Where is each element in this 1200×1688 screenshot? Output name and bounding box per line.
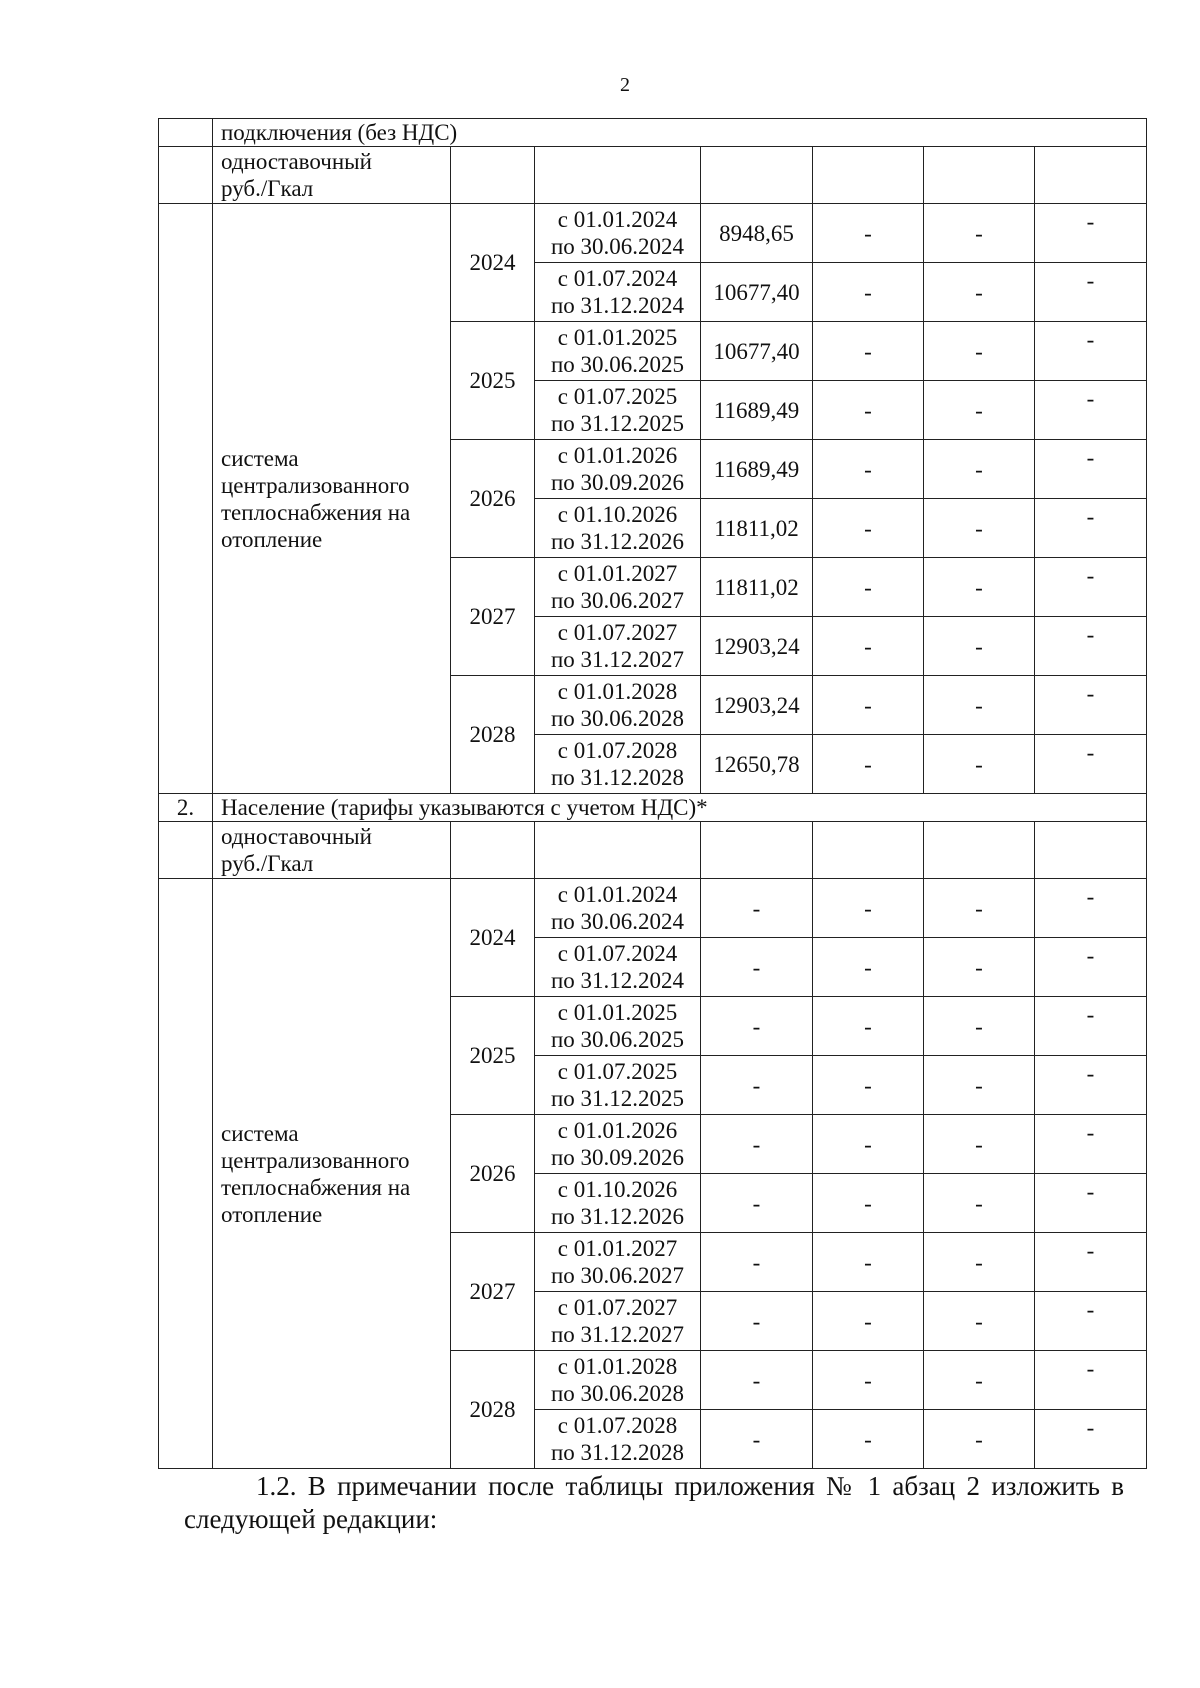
tariff-row <box>159 204 1147 263</box>
empty-cell <box>159 204 213 794</box>
dash-cell: - <box>1035 676 1147 735</box>
period-to: по 31.12.2024 <box>550 293 685 318</box>
dash-cell: - <box>924 617 1035 676</box>
tariff-value: 11811,02 <box>701 558 813 617</box>
dash-cell: - <box>1035 263 1147 322</box>
period-cell <box>535 938 701 997</box>
period-from: с 01.10.2026 <box>557 502 678 527</box>
period-to: по 31.12.2024 <box>550 968 685 993</box>
system-description-line: централизованного <box>221 472 410 498</box>
tariff-value: 12903,24 <box>701 676 813 735</box>
period-cell <box>535 1410 701 1469</box>
tariff-value: 12650,78 <box>701 735 813 794</box>
dash-cell: - <box>1035 1056 1147 1115</box>
period-from: с 01.01.2025 <box>557 325 678 350</box>
dash-cell: - <box>1035 558 1147 617</box>
dash-cell: - <box>924 879 1035 938</box>
year-cell: 2027 <box>451 1233 535 1351</box>
dash-cell: - <box>924 1115 1035 1174</box>
year-cell: 2028 <box>451 676 535 794</box>
dash-cell: - <box>813 1174 924 1233</box>
period-from: с 01.07.2024 <box>557 941 678 966</box>
dash-cell: - <box>813 879 924 938</box>
empty-cell <box>451 822 535 879</box>
dash-cell: - <box>1035 879 1147 938</box>
tariff-value: 11689,49 <box>701 440 813 499</box>
empty-cell <box>924 822 1035 879</box>
tariff-value: - <box>701 879 813 938</box>
period-to: по 31.12.2026 <box>550 529 685 554</box>
period-from: с 01.07.2025 <box>557 1059 678 1084</box>
dash-cell: - <box>924 1410 1035 1469</box>
dash-cell: - <box>813 263 924 322</box>
dash-cell: - <box>813 1292 924 1351</box>
section-title: Население (тарифы указываются с учетом НДС)* <box>213 794 1147 822</box>
empty-cell <box>1035 147 1147 204</box>
tariff-unit <box>213 147 451 204</box>
tariff-unit-line: руб./Гкал <box>221 851 314 876</box>
empty-cell <box>159 879 213 1469</box>
period-from: с 01.07.2027 <box>557 620 678 645</box>
dash-cell: - <box>1035 381 1147 440</box>
period-from: с 01.01.2024 <box>557 882 678 907</box>
dash-cell: - <box>924 1292 1035 1351</box>
dash-cell: - <box>813 735 924 794</box>
tariff-value: 10677,40 <box>701 322 813 381</box>
dash-cell: - <box>813 1233 924 1292</box>
period-from: с 01.10.2026 <box>557 1177 678 1202</box>
empty-cell <box>813 147 924 204</box>
dash-cell: - <box>924 676 1035 735</box>
year-cell: 2027 <box>451 558 535 676</box>
period-cell <box>535 1174 701 1233</box>
system-description-line: теплоснабжения на <box>221 1174 411 1200</box>
tariff-unit-line: одноставочный <box>221 824 372 849</box>
period-from: с 01.01.2027 <box>557 561 678 586</box>
tariff-value: - <box>701 1351 813 1410</box>
tariff-value: - <box>701 1056 813 1115</box>
period-from: с 01.01.2025 <box>557 1000 678 1025</box>
period-from: с 01.01.2027 <box>557 1236 678 1261</box>
period-from: с 01.01.2024 <box>557 207 678 232</box>
dash-cell: - <box>813 499 924 558</box>
period-to: по 31.12.2027 <box>550 647 685 672</box>
dash-cell: - <box>813 997 924 1056</box>
empty-cell <box>701 822 813 879</box>
dash-cell: - <box>924 1351 1035 1410</box>
dash-cell: - <box>924 381 1035 440</box>
dash-cell: - <box>924 558 1035 617</box>
dash-cell: - <box>1035 735 1147 794</box>
period-to: по 30.09.2026 <box>550 470 685 495</box>
dash-cell: - <box>1035 1410 1147 1469</box>
period-to: по 31.12.2028 <box>550 765 685 790</box>
period-from: с 01.07.2025 <box>557 384 678 409</box>
tariff-value: - <box>701 1410 813 1469</box>
year-cell: 2025 <box>451 322 535 440</box>
empty-cell <box>159 822 213 879</box>
period-cell <box>535 676 701 735</box>
period-cell <box>535 735 701 794</box>
period-cell <box>535 1292 701 1351</box>
dash-cell: - <box>924 997 1035 1056</box>
section-number <box>159 119 213 147</box>
dash-cell: - <box>1035 322 1147 381</box>
dash-cell: - <box>1035 1233 1147 1292</box>
tariff-value: - <box>701 1115 813 1174</box>
year-cell: 2028 <box>451 1351 535 1469</box>
tariff-value: 12903,24 <box>701 617 813 676</box>
period-cell <box>535 1115 701 1174</box>
tariff-value: - <box>701 938 813 997</box>
system-description <box>213 204 451 794</box>
period-to: по 30.06.2025 <box>550 352 685 377</box>
period-cell <box>535 997 701 1056</box>
dash-cell: - <box>1035 938 1147 997</box>
dash-cell: - <box>924 938 1035 997</box>
section-row <box>159 794 1147 822</box>
dash-cell: - <box>1035 204 1147 263</box>
period-to: по 31.12.2028 <box>550 1440 685 1465</box>
dash-cell: - <box>813 617 924 676</box>
empty-cell <box>1035 822 1147 879</box>
period-to: по 31.12.2026 <box>550 1204 685 1229</box>
period-to: по 31.12.2027 <box>550 1322 685 1347</box>
period-from: с 01.01.2026 <box>557 1118 678 1143</box>
period-cell <box>535 1233 701 1292</box>
system-description-line: система <box>221 1120 299 1146</box>
period-to: по 30.06.2028 <box>550 706 685 731</box>
empty-cell <box>813 822 924 879</box>
tariff-value: - <box>701 1233 813 1292</box>
section-row <box>159 119 1147 147</box>
period-cell <box>535 440 701 499</box>
dash-cell: - <box>1035 1115 1147 1174</box>
dash-cell: - <box>924 499 1035 558</box>
dash-cell: - <box>813 381 924 440</box>
year-cell: 2024 <box>451 879 535 997</box>
period-cell <box>535 322 701 381</box>
period-from: с 01.07.2028 <box>557 738 678 763</box>
period-cell <box>535 1056 701 1115</box>
empty-cell <box>701 147 813 204</box>
period-cell <box>535 204 701 263</box>
dash-cell: - <box>813 1351 924 1410</box>
tariff-value: - <box>701 997 813 1056</box>
dash-cell: - <box>1035 440 1147 499</box>
dash-cell: - <box>813 1410 924 1469</box>
dash-cell: - <box>924 263 1035 322</box>
dash-cell: - <box>924 1056 1035 1115</box>
period-to: по 30.09.2026 <box>550 1145 685 1170</box>
dash-cell: - <box>1035 1351 1147 1410</box>
dash-cell: - <box>924 1233 1035 1292</box>
tariff-value: - <box>701 1174 813 1233</box>
page-number: 2 <box>620 74 630 96</box>
dash-cell: - <box>813 322 924 381</box>
dash-cell: - <box>1035 997 1147 1056</box>
period-cell <box>535 263 701 322</box>
period-cell <box>535 1351 701 1410</box>
system-description-line: система <box>221 445 299 471</box>
period-to: по 31.12.2025 <box>550 1086 685 1111</box>
dash-cell: - <box>924 735 1035 794</box>
period-cell <box>535 617 701 676</box>
dash-cell: - <box>924 322 1035 381</box>
period-to: по 30.06.2027 <box>550 1263 685 1288</box>
year-cell: 2026 <box>451 440 535 558</box>
dash-cell: - <box>924 204 1035 263</box>
dash-cell: - <box>813 1056 924 1115</box>
year-cell: 2024 <box>451 204 535 322</box>
period-from: с 01.07.2028 <box>557 1413 678 1438</box>
system-description-line: теплоснабжения на <box>221 499 411 525</box>
dash-cell: - <box>813 204 924 263</box>
note-paragraph: 1.2. В примечании после таблицы приложения № 1 абзац 2 изложить в следующей редакции: <box>184 1471 1124 1534</box>
year-cell: 2026 <box>451 1115 535 1233</box>
period-from: с 01.01.2028 <box>557 679 678 704</box>
period-from: с 01.01.2026 <box>557 443 678 468</box>
system-description-line: отопление <box>221 526 323 552</box>
tariff-value: 11689,49 <box>701 381 813 440</box>
system-description-line: централизованного <box>221 1147 410 1173</box>
period-cell <box>535 381 701 440</box>
dash-cell: - <box>1035 499 1147 558</box>
dash-cell: - <box>1035 1292 1147 1351</box>
empty-cell <box>535 822 701 879</box>
tariff-value: 11811,02 <box>701 499 813 558</box>
system-description <box>213 879 451 1469</box>
period-cell <box>535 879 701 938</box>
period-from: с 01.07.2024 <box>557 266 678 291</box>
period-cell <box>535 499 701 558</box>
tariff-value: 10677,40 <box>701 263 813 322</box>
tariff-value: 8948,65 <box>701 204 813 263</box>
dash-cell: - <box>1035 1174 1147 1233</box>
empty-cell <box>159 147 213 204</box>
tariff-unit <box>213 822 451 879</box>
dash-cell: - <box>1035 617 1147 676</box>
dash-cell: - <box>813 1115 924 1174</box>
tariff-table <box>158 118 1147 1469</box>
period-to: по 31.12.2025 <box>550 411 685 436</box>
tariff-unit-line: руб./Гкал <box>221 176 314 201</box>
period-to: по 30.06.2025 <box>550 1027 685 1052</box>
section-number: 2. <box>159 794 213 822</box>
empty-cell <box>451 147 535 204</box>
system-description-line: отопление <box>221 1201 323 1227</box>
empty-cell <box>535 147 701 204</box>
unit-row <box>159 147 1147 204</box>
period-to: по 30.06.2024 <box>550 909 685 934</box>
year-cell: 2025 <box>451 997 535 1115</box>
tariff-value: - <box>701 1292 813 1351</box>
dash-cell: - <box>813 440 924 499</box>
tariff-unit-line: одноставочный <box>221 149 372 174</box>
period-to: по 30.06.2027 <box>550 588 685 613</box>
dash-cell: - <box>924 440 1035 499</box>
period-cell <box>535 558 701 617</box>
period-to: по 30.06.2024 <box>550 234 685 259</box>
unit-row <box>159 822 1147 879</box>
dash-cell: - <box>813 676 924 735</box>
section-title: подключения (без НДС) <box>213 119 1147 147</box>
dash-cell: - <box>924 1174 1035 1233</box>
dash-cell: - <box>813 558 924 617</box>
period-from: с 01.01.2028 <box>557 1354 678 1379</box>
dash-cell: - <box>813 938 924 997</box>
period-to: по 30.06.2028 <box>550 1381 685 1406</box>
period-from: с 01.07.2027 <box>557 1295 678 1320</box>
tariff-row <box>159 879 1147 938</box>
empty-cell <box>924 147 1035 204</box>
